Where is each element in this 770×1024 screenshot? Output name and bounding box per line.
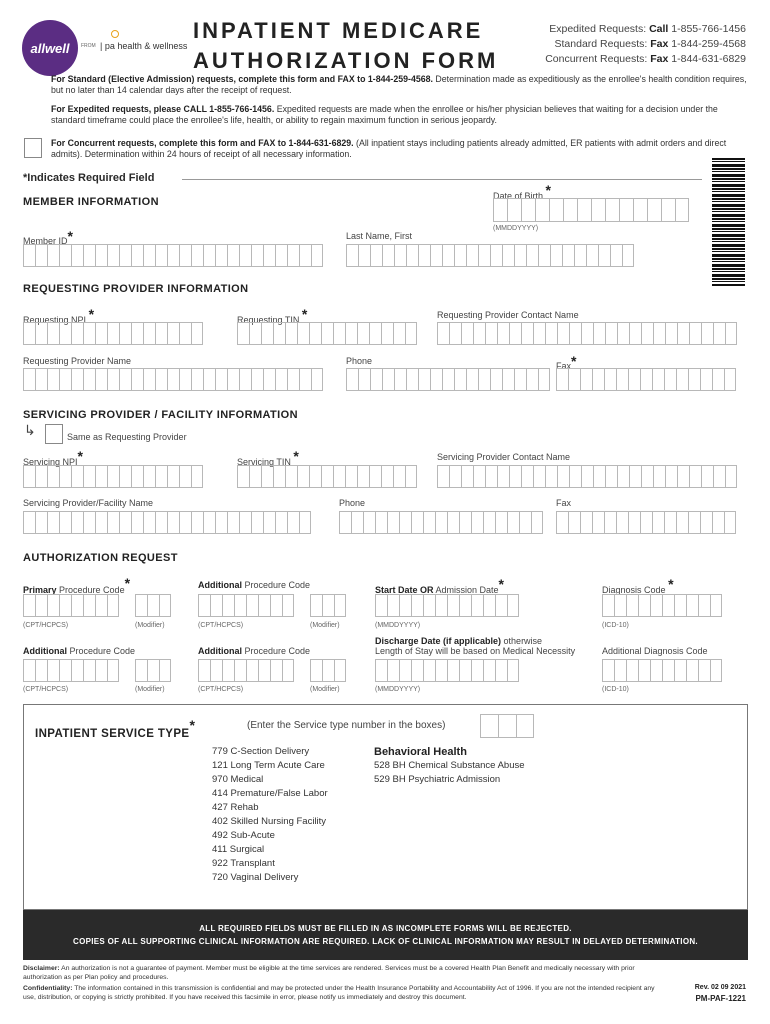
logo-from-text: FROM (81, 43, 96, 49)
requesting-fax-input[interactable] (556, 368, 736, 391)
additional-procedure-input-1[interactable] (198, 594, 294, 617)
requesting-tin-label: Requesting TIN * (237, 306, 308, 325)
servicing-section-title: SERVICING PROVIDER / FACILITY INFORMATION (23, 409, 298, 421)
additional-diagnosis-label: Additional Diagnosis Code (602, 646, 708, 656)
diagnosis-code-input[interactable] (602, 594, 722, 617)
additional-procedure-label-3: Additional Procedure Code (198, 646, 311, 656)
additional-procedure-input-3[interactable] (198, 659, 294, 682)
requesting-npi-input[interactable] (23, 322, 203, 345)
service-type-input[interactable] (480, 714, 534, 737)
allwell-logo: allwell (22, 20, 78, 76)
additional-diagnosis-input[interactable] (602, 659, 722, 682)
barcode (712, 158, 745, 286)
dob-hint: (MMDDYYYY) (493, 225, 539, 232)
list-item: 492 Sub-Acute (212, 830, 275, 841)
servicing-contact-label: Servicing Provider Contact Name (437, 452, 571, 462)
servicing-tin-input[interactable] (237, 465, 417, 488)
requesting-name-input[interactable] (23, 368, 323, 391)
icd-hint-2: (ICD-10) (602, 686, 629, 693)
disclaimer-text: Disclaimer: An authorization is not a guarantee of payment. Member must be eligible at the time services are rendered. Services must be a covered Health Plan Benefit and medically necessary with prior authorization as per Plan policy and procedures. (23, 965, 635, 981)
contact-concurrent: Concurrent Requests: Fax 1-844-631-6829 (545, 53, 746, 65)
additional-cpt-hint-1: (CPT/HCPCS) (198, 622, 244, 629)
list-item: 720 Vaginal Delivery (212, 872, 299, 883)
member-name-input[interactable] (346, 244, 634, 267)
list-item: 529 BH Psychiatric Admission (374, 774, 501, 785)
additional-modifier-hint-1: (Modifier) (310, 622, 340, 629)
member-id-input[interactable] (23, 244, 323, 267)
diagnosis-code-label: Diagnosis Code * (602, 576, 674, 595)
service-type-title: INPATIENT SERVICE TYPE* (35, 717, 196, 740)
list-item: 528 BH Chemical Substance Abuse (374, 760, 525, 771)
partner-logo-text: | pa health & wellness (100, 41, 188, 51)
additional-modifier-input-1[interactable] (310, 594, 346, 617)
requesting-phone-input[interactable] (346, 368, 550, 391)
primary-cpt-hint: (CPT/HCPCS) (23, 622, 69, 629)
contact-expedited: Expedited Requests: Call 1-855-766-1456 (549, 23, 746, 35)
same-as-requesting-label: Same as Requesting Provider (67, 432, 187, 442)
additional-cpt-hint-2: (CPT/HCPCS) (23, 686, 69, 693)
list-item: 427 Rehab (212, 802, 259, 813)
expedited-instruction: For Expedited requests, please CALL 1-855-766-1456. Expedited requests are made when the enrollee or his/her physician believes that waiting for a decision under the standard timeframe could place the enrollee's life, health, or ability to regain maximum function in serious jeopardy. (51, 104, 718, 125)
form-title: INPATIENT MEDICARE AUTHORIZATION FORM (193, 18, 499, 73)
servicing-fax-input[interactable] (556, 511, 736, 534)
primary-modifier-input[interactable] (135, 594, 171, 617)
additional-modifier-input-2[interactable] (135, 659, 171, 682)
contact-numbers (545, 22, 746, 67)
servicing-name-input[interactable] (23, 511, 311, 534)
list-item: 402 Skilled Nursing Facility (212, 816, 327, 827)
requesting-fax-label: Fax* (556, 353, 577, 371)
standard-instruction: For Standard (Elective Admission) requests, complete this form and FAX to 1-844-259-4568. Determination made as expeditiously as the enrollee's health condition requires, but no later than 14 calendar days after the receipt of request. (51, 74, 747, 95)
list-item: 922 Transplant (212, 858, 275, 869)
additional-procedure-input-2[interactable] (23, 659, 119, 682)
additional-modifier-input-3[interactable] (310, 659, 346, 682)
discharge-date-label: Discharge Date (if applicable) otherwise (375, 636, 543, 646)
same-as-requesting-checkbox[interactable] (45, 424, 63, 444)
start-date-label: Start Date OR Admission Date* (375, 576, 504, 595)
service-type-list (212, 745, 328, 885)
requesting-contact-label: Requesting Provider Contact Name (437, 310, 579, 320)
additional-cpt-hint-3: (CPT/HCPCS) (198, 686, 244, 693)
requesting-npi-label: Requesting NPI * (23, 306, 95, 325)
member-id-label: Member ID* (23, 228, 73, 246)
length-of-stay-note: Length of Stay will be based on Medical Necessity (375, 646, 576, 656)
discharge-date-hint: (MMDDYYYY) (375, 686, 421, 693)
dob-label: Date of Birth * (493, 182, 551, 201)
start-date-input[interactable] (375, 594, 519, 617)
concurrent-instruction: For Concurrent requests, complete this form and FAX to 1-844-631-6829. (All inpatient stays including patients already admitted, ER patients with admit orders and direct admits). Determination within 24 hours of receipt of all necessary information. (51, 138, 727, 159)
return-arrow-icon: ↳ (24, 422, 36, 438)
servicing-fax-label: Fax (556, 498, 572, 508)
start-date-hint: (MMDDYYYY) (375, 622, 421, 629)
servicing-npi-input[interactable] (23, 465, 203, 488)
form-code: PM-PAF-1221 (695, 994, 746, 1003)
sun-icon (111, 30, 119, 38)
service-type-instruction: (Enter the Service type number in the boxes) (247, 720, 446, 731)
primary-modifier-hint: (Modifier) (135, 622, 165, 629)
primary-procedure-input[interactable] (23, 594, 119, 617)
requirements-banner: ALL REQUIRED FIELDS MUST BE FILLED IN AS INCOMPLETE FORMS WILL BE REJECTED. COPIES OF ALL SUPPORTING CLINICAL INFORMATION ARE REQUIRED. LACK OF CLINICAL INFORMATION MAY RESULT IN DELAYED DETERMINATION. (23, 910, 748, 960)
member-name-label: Last Name, First (346, 231, 413, 241)
requesting-name-label: Requesting Provider Name (23, 356, 132, 366)
servicing-name-label: Servicing Provider/Facility Name (23, 498, 154, 508)
requesting-tin-input[interactable] (237, 322, 417, 345)
list-item: 970 Medical (212, 774, 264, 785)
list-item: 411 Surgical (212, 844, 265, 855)
behavioral-health-title: Behavioral Health (374, 746, 467, 758)
behavioral-health-list (374, 759, 525, 787)
required-field-note: *Indicates Required Field (23, 172, 155, 184)
dob-input[interactable] (493, 198, 689, 221)
authorization-section-title: AUTHORIZATION REQUEST (23, 552, 178, 564)
primary-procedure-label: Primary Procedure Code* (23, 575, 131, 595)
requesting-phone-label: Phone (346, 356, 373, 366)
servicing-npi-label: Servicing NPI* (23, 448, 83, 467)
list-item: 414 Premature/False Labor (212, 788, 328, 799)
discharge-date-input[interactable] (375, 659, 519, 682)
servicing-phone-label: Phone (339, 498, 366, 508)
additional-modifier-hint-2: (Modifier) (135, 686, 165, 693)
additional-procedure-label-1: Additional Procedure Code (198, 580, 311, 590)
list-item: 121 Long Term Acute Care (212, 760, 325, 771)
concurrent-checkbox[interactable] (24, 138, 42, 158)
list-item: 779 C-Section Delivery (212, 746, 310, 757)
servicing-tin-label: Servicing TIN * (237, 448, 299, 467)
requesting-contact-input[interactable] (437, 322, 737, 345)
revision-date: Rev. 02 09 2021 (694, 984, 746, 991)
additional-modifier-hint-3: (Modifier) (310, 686, 340, 693)
servicing-phone-input[interactable] (339, 511, 543, 534)
member-section-title: MEMBER INFORMATION (23, 196, 159, 208)
contact-standard: Standard Requests: Fax 1-844-259-4568 (554, 38, 746, 50)
additional-procedure-label-2: Additional Procedure Code (23, 646, 136, 656)
servicing-contact-input[interactable] (437, 465, 737, 488)
confidentiality-text: Confidentiality: The information contained in this transmission is confidential and may be protected under the Health Insurance Portability and Accountability Act of 1996. If you are not the intended recipient any use, distribution, or copying is strictly prohibited. If you have received this facsimile in error, please notify us immediately and destroy this document. (23, 985, 655, 1001)
icd-hint-1: (ICD-10) (602, 622, 629, 629)
requesting-section-title: REQUESTING PROVIDER INFORMATION (23, 283, 249, 295)
divider (182, 179, 702, 180)
